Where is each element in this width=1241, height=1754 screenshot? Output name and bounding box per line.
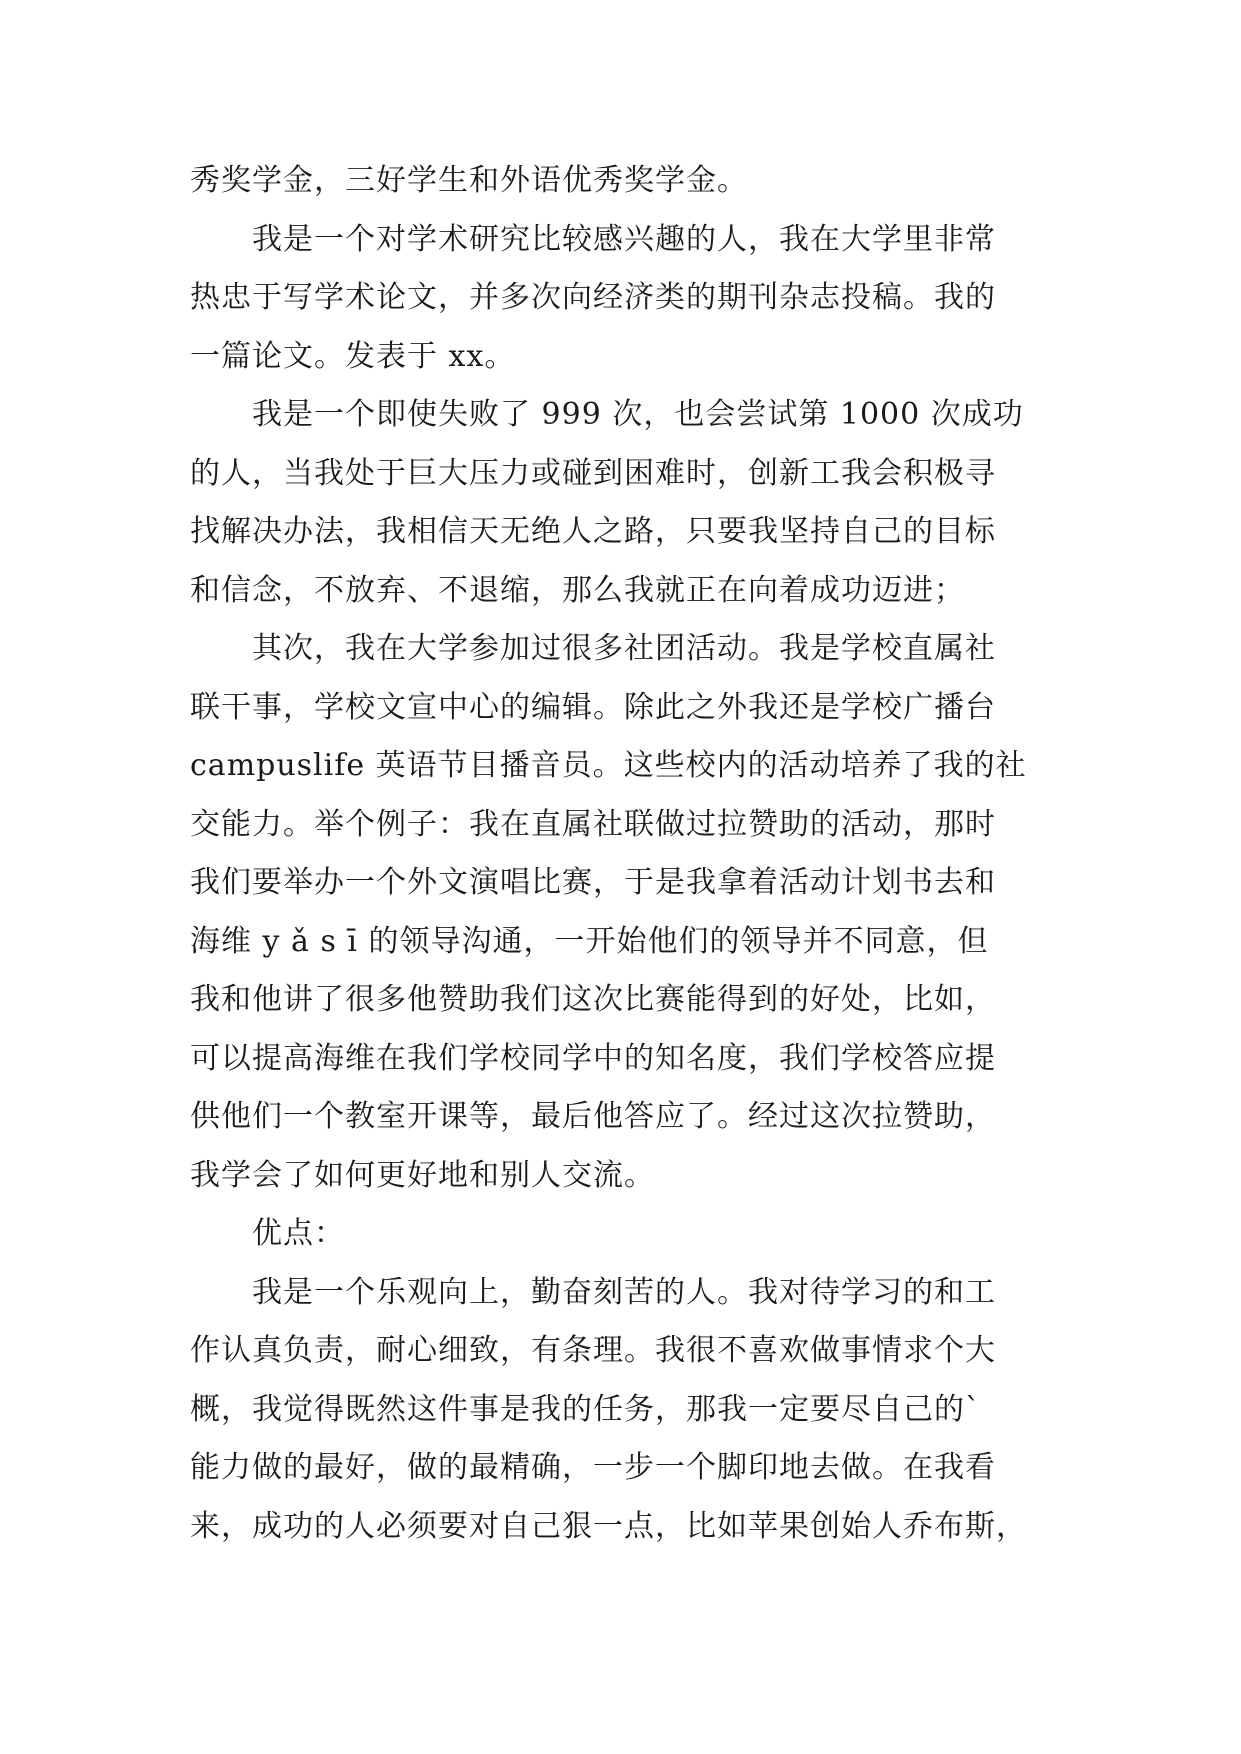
text-line: 秀奖学金，三好学生和外语优秀奖学金。 xyxy=(190,163,748,198)
text-line: 和信念，不放弃、不退缩，那么我就正在向着成功迈进； xyxy=(190,572,965,608)
text-line: 我学会了如何更好地和别人交流。 xyxy=(190,1157,655,1193)
text-line: 我们要举办一个外文演唱比赛，于是我拿着活动计划书去和 xyxy=(190,865,996,900)
text-line: 海维 y ǎ s ī 的领导沟通，一开始他们的领导并不同意，但 xyxy=(190,923,989,959)
text-line: 我是一个对学术研究比较感兴趣的人，我在大学里非常 xyxy=(190,221,996,257)
text-line: 作认真负责，耐心细致，有条理。我很不喜欢做事情求个大 xyxy=(190,1333,996,1368)
text-line: 联干事，学校文宣中心的编辑。除此之外我还是学校广播台 xyxy=(190,689,996,725)
text-line: 热忠于写学术论文，并多次向经济类的期刊杂志投稿。我的 xyxy=(190,280,996,315)
text-line: 供他们一个教室开课等，最后他答应了。经过这次拉赞助， xyxy=(190,1099,996,1134)
text-line: 概，我觉得既然这件事是我的任务，那我一定要尽自己的` xyxy=(190,1391,981,1427)
text-line: 能力做的最好，做的最精确，一步一个脚印地去做。在我看 xyxy=(190,1450,996,1485)
text-line: 我和他讲了很多他赞助我们这次比赛能得到的好处，比如， xyxy=(190,982,996,1017)
text-line: 一篇论文。发表于 xx。 xyxy=(190,338,516,374)
text-line: 我是一个乐观向上，勤奋刻苦的人。我对待学习的和工 xyxy=(190,1274,996,1310)
text-line: campuslife 英语节目播音员。这些校内的活动培养了我的社 xyxy=(190,748,1027,783)
text-line: 可以提高海维在我们学校同学中的知名度，我们学校答应提 xyxy=(190,1040,996,1076)
text-line: 其次，我在大学参加过很多社团活动。我是学校直属社 xyxy=(190,631,996,666)
text-line: 我是一个即使失败了 999 次，也会尝试第 1000 次成功 xyxy=(190,397,1024,432)
text-line: 优点： xyxy=(190,1216,345,1251)
text-line: 找解决办法，我相信天无绝人之路，只要我坚持自己的目标 xyxy=(190,514,996,549)
document-body xyxy=(190,152,1070,1556)
text-line: 来，成功的人必须要对自己狠一点，比如苹果创始人乔布斯， xyxy=(190,1508,1027,1544)
text-line: 的人，当我处于巨大压力或碰到困难时，创新工我会积极寻 xyxy=(190,455,996,491)
text-line: 交能力。举个例子：我在直属社联做过拉赞助的活动，那时 xyxy=(190,806,996,842)
